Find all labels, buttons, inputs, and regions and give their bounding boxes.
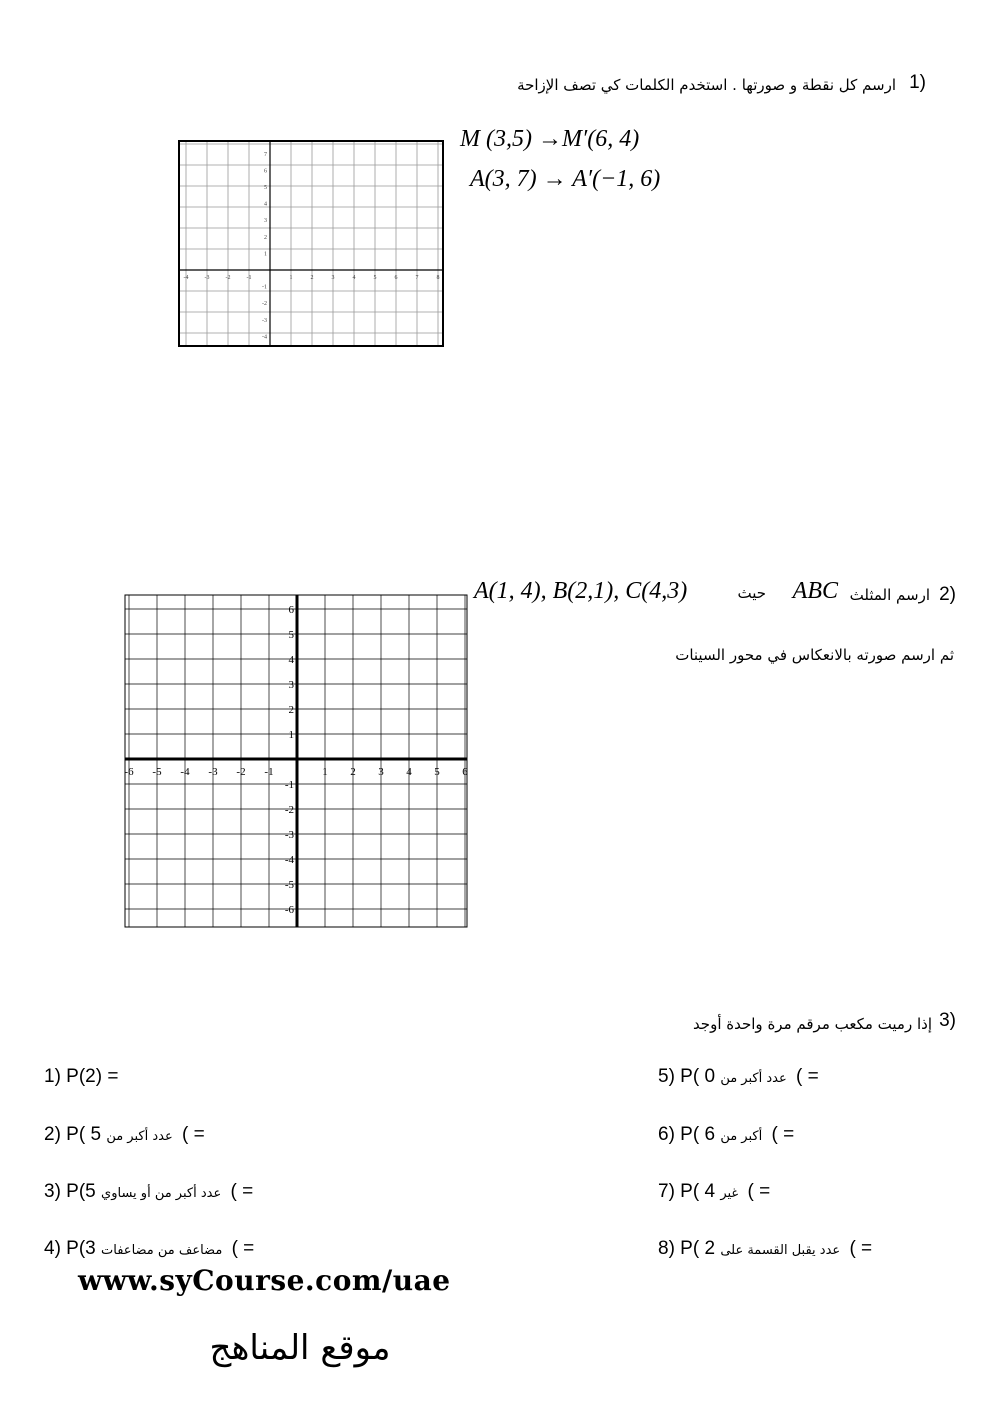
q3-item-5 bbox=[658, 1066, 819, 1088]
x-tick-label: -3 bbox=[208, 766, 218, 778]
x-tick-label: -1 bbox=[246, 275, 252, 281]
q2-reflection-instruction: ثم ارسم صورته بالانعكاس في محور السينات bbox=[675, 646, 954, 664]
y-tick-label: -6 bbox=[284, 904, 294, 916]
q3-item-3-arabic: عدد أكبر من أو يساوي bbox=[101, 1186, 222, 1201]
y-tick-label: -1 bbox=[284, 779, 294, 791]
q3-item-6-tail: ( = bbox=[771, 1124, 795, 1145]
q3-item-4-tail: ( = bbox=[231, 1238, 255, 1259]
q3-item-4 bbox=[44, 1238, 254, 1260]
q3-item-7 bbox=[658, 1181, 770, 1203]
y-tick-label: -3 bbox=[262, 317, 267, 324]
q1-header bbox=[460, 72, 926, 102]
q3-item-2 bbox=[44, 1124, 205, 1146]
y-tick-label: 5 bbox=[264, 185, 267, 192]
q3-item-7-tail: ( = bbox=[747, 1181, 771, 1202]
q3-item-5-label: 5) P( 0 bbox=[658, 1066, 716, 1087]
q3-item-3-tail: ( = bbox=[230, 1181, 254, 1202]
y-tick-label: -5 bbox=[284, 879, 294, 891]
q3-item-2-arabic: عدد أكبر من bbox=[106, 1129, 173, 1144]
x-tick-label: 5 bbox=[434, 766, 440, 778]
y-tick-label: 1 bbox=[264, 251, 267, 258]
q1-number: 1) bbox=[909, 72, 926, 93]
q2-points: A(1, 4), B(2,1), C(4,3) bbox=[474, 578, 688, 604]
x-tick-label: 6 bbox=[394, 275, 398, 281]
x-tick-label: 1 bbox=[322, 766, 328, 778]
y-tick-label: -2 bbox=[262, 301, 267, 308]
y-tick-label: -1 bbox=[262, 284, 267, 291]
y-tick-label: 2 bbox=[264, 234, 267, 241]
q3-item-8 bbox=[658, 1238, 872, 1260]
q3-item-7-label: 7) P( 4 bbox=[658, 1181, 716, 1202]
q3-item-6-arabic: أكبر من bbox=[720, 1129, 763, 1144]
x-tick-label: 6 bbox=[462, 766, 468, 778]
x-tick-label: 5 bbox=[373, 275, 377, 281]
y-tick-label: -4 bbox=[284, 854, 294, 866]
y-tick-label: 3 bbox=[288, 679, 294, 691]
x-tick-label: -4 bbox=[183, 275, 189, 281]
y-tick-label: 5 bbox=[288, 629, 294, 641]
q3-item-8-label: 8) P( 2 bbox=[658, 1238, 716, 1259]
y-tick-label: 4 bbox=[264, 201, 267, 208]
q3-item-8-tail: ( = bbox=[849, 1238, 873, 1259]
x-tick-label: -4 bbox=[180, 766, 190, 778]
x-tick-label: -2 bbox=[225, 275, 231, 281]
q3-item-1-label: 1) P(2) = bbox=[44, 1066, 119, 1087]
y-tick-label: -2 bbox=[284, 804, 294, 816]
q3-item-3-label: 3) P(5 bbox=[44, 1181, 96, 1202]
y-tick-label: 1 bbox=[288, 729, 294, 741]
q1-translation-m: M (3,5) →M′(6, 4) bbox=[460, 126, 640, 152]
q3-item-2-label: 2) P( 5 bbox=[44, 1124, 102, 1145]
q3-item-6 bbox=[658, 1124, 794, 1146]
x-tick-label: -1 bbox=[264, 766, 274, 778]
q2-where: حيث bbox=[737, 584, 766, 602]
x-tick-label: 1 bbox=[289, 275, 293, 281]
y-tick-label: 2 bbox=[288, 704, 294, 716]
q1-translation-a: A(3, 7) → A′(−1, 6) bbox=[470, 166, 661, 192]
q3-number: 3) bbox=[939, 1010, 956, 1031]
q3-header bbox=[600, 1010, 956, 1040]
x-tick-label: 8 bbox=[436, 275, 440, 281]
x-tick-label: -5 bbox=[152, 766, 162, 778]
x-tick-label: 4 bbox=[406, 766, 412, 778]
q2-triangle-name: ABC bbox=[792, 578, 838, 604]
q2-coordinate-grid[interactable] bbox=[124, 594, 468, 928]
q3-item-3 bbox=[44, 1181, 253, 1203]
x-tick-label: -2 bbox=[236, 766, 246, 778]
footer-url[interactable]: www.syCourse.com/uae bbox=[78, 1264, 451, 1297]
q3-item-2-tail: ( = bbox=[181, 1124, 205, 1145]
q3-item-8-arabic: عدد يقبل القسمة على bbox=[720, 1243, 841, 1258]
q3-item-4-arabic: مضاعف من مضاعفات bbox=[101, 1243, 223, 1258]
x-tick-label: 2 bbox=[350, 766, 356, 778]
y-tick-label: 6 bbox=[264, 168, 267, 175]
y-tick-label: 7 bbox=[264, 151, 267, 158]
q2-header bbox=[470, 574, 956, 608]
q1-coordinate-grid[interactable] bbox=[178, 140, 444, 347]
q3-item-7-arabic: غير bbox=[720, 1186, 739, 1201]
q3-item-6-label: 6) P( 6 bbox=[658, 1124, 716, 1145]
q2-instruction: ارسم المثلث bbox=[849, 586, 930, 604]
x-tick-label: -3 bbox=[204, 275, 210, 281]
grid-frame bbox=[179, 141, 443, 346]
x-tick-label: 3 bbox=[331, 275, 335, 281]
x-tick-label: -6 bbox=[124, 766, 134, 778]
q3-item-5-tail: ( = bbox=[795, 1066, 819, 1087]
q3-item-1 bbox=[44, 1066, 118, 1088]
x-tick-label: 7 bbox=[415, 275, 419, 281]
y-tick-label: 6 bbox=[288, 604, 294, 616]
q2-number: 2) bbox=[939, 584, 956, 605]
x-tick-label: 2 bbox=[310, 275, 314, 281]
q1-instruction: ارسم كل نقطة و صورتها . استخدم الكلمات كي تصف الإزاحة bbox=[517, 76, 896, 94]
y-tick-label: -3 bbox=[284, 829, 294, 841]
y-tick-label: 3 bbox=[264, 218, 267, 225]
q3-item-5-arabic: عدد أكبر من bbox=[720, 1071, 787, 1086]
q3-item-4-label: 4) P(3 bbox=[44, 1238, 96, 1259]
x-tick-label: 4 bbox=[352, 275, 356, 281]
footer-logo-text: موقع المناهج bbox=[209, 1328, 391, 1368]
x-tick-label: 3 bbox=[378, 766, 384, 778]
y-tick-label: -4 bbox=[262, 334, 267, 341]
y-tick-label: 4 bbox=[288, 654, 294, 666]
q3-instruction: إذا رميت مكعب مرقم مرة واحدة أوجد bbox=[692, 1015, 932, 1033]
